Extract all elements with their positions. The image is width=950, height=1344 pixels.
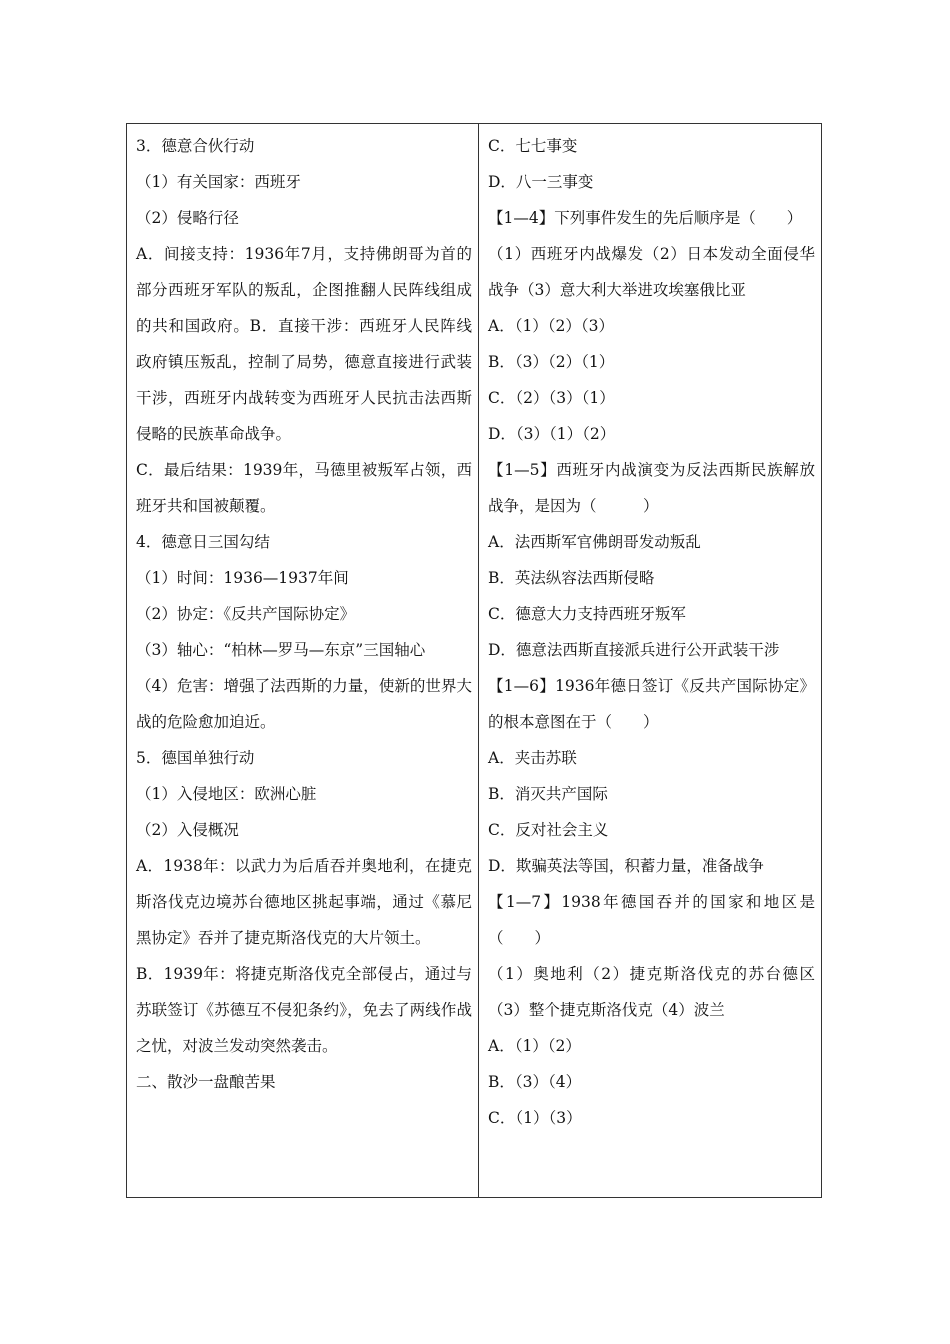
section-heading-2: 二、散沙一盘酿苦果 [136, 1073, 276, 1091]
text-paragraph: A．1938年：以武力为后盾吞并奥地利，在捷克斯洛伐克边境苏台德地区挑起事端，通过《慕尼黑协定》吞并了捷克斯洛伐克的大片领土。 [136, 857, 472, 947]
question-stem: 【1—6】1936年德日签订《反共产国际协定》的根本意图在于（ ） [488, 677, 815, 731]
option-line: C．德意大力支持西班牙叛军 [488, 605, 686, 623]
option-line: C．（2）（3）（1） [488, 389, 615, 407]
text-paragraph: B．1939年：将捷克斯洛伐克全部侵占，通过与苏联签订《苏德互不侵犯条约》，免去了两线作战之忧，对波兰发动突然袭击。 [136, 965, 472, 1055]
option-line: A．夹击苏联 [488, 749, 577, 767]
section-heading-3: 3．德意合伙行动 [136, 137, 255, 155]
text-line: （3）轴心：“柏林—罗马—东京”三国轴心 [136, 641, 426, 659]
option-line: D．欺骗英法等国，积蓄力量，准备战争 [488, 857, 764, 875]
text-line: （2）协定：《反共产国际协定》 [136, 605, 356, 623]
section-heading-4: 4．德意日三国勾结 [136, 533, 270, 551]
question-stem: 【1—4】下列事件发生的先后顺序是（ ） [488, 209, 803, 227]
text-paragraph: A．间接支持：1936年7月，支持佛朗哥为首的部分西班牙军队的叛乱，企图推翻人民阵线组成的共和国政府。B．直接干涉：西班牙人民阵线政府镇压叛乱，控制了局势，德意直接进行武装干涉，西班牙内战转变为西班牙人民抗击法西斯侵略的民族革命战争。 [136, 245, 472, 443]
section-heading-5: 5．德国单独行动 [136, 749, 255, 767]
option-line: C．七七事变 [488, 137, 578, 155]
option-line: B．（3）（4） [488, 1073, 582, 1091]
content-table [126, 123, 822, 1198]
text-line: （1）入侵地区：欧洲心脏 [136, 785, 317, 803]
text-line: （1）时间：1936—1937年间 [136, 569, 349, 587]
option-line: D．（3）（1）（2） [488, 425, 616, 443]
text-line: （2）侵略行径 [136, 209, 239, 227]
text-line: （2）入侵概况 [136, 821, 239, 839]
option-line: A．法西斯军官佛朗哥发动叛乱 [488, 533, 701, 551]
text-paragraph: C．最后结果：1939年，马德里被叛军占领，西班牙共和国被颠覆。 [136, 461, 472, 515]
table-cell-left [127, 124, 479, 1197]
question-items: （1）西班牙内战爆发（2）日本发动全面侵华战争（3）意大利大举进攻埃塞俄比亚 [488, 245, 815, 299]
option-line: A．（1）（2）（3） [488, 317, 615, 335]
option-line: C．（1）（3） [488, 1109, 582, 1127]
option-line: B．消灭共产国际 [488, 785, 608, 803]
option-line: B．（3）（2）（1） [488, 353, 615, 371]
text-paragraph: （4）危害：增强了法西斯的力量，使新的世界大战的危险愈加迫近。 [136, 677, 472, 731]
question-items: （1）奥地利（2）捷克斯洛伐克的苏台德区（3）整个捷克斯洛伐克（4）波兰 [488, 965, 815, 1019]
option-line: D．德意法西斯直接派兵进行公开武装干涉 [488, 641, 780, 659]
option-line: D．八一三事变 [488, 173, 594, 191]
option-line: A．（1）（2） [488, 1037, 581, 1055]
option-line: C．反对社会主义 [488, 821, 609, 839]
text-line: （1）有关国家：西班牙 [136, 173, 301, 191]
option-line: B．英法纵容法西斯侵略 [488, 569, 655, 587]
question-stem: 【1—7】1938年德国吞并的国家和地区是（ ） [488, 893, 815, 947]
question-stem: 【1—5】西班牙内战演变为反法西斯民族解放战争，是因为（ ） [488, 461, 815, 515]
table-cell-right [479, 124, 821, 1197]
